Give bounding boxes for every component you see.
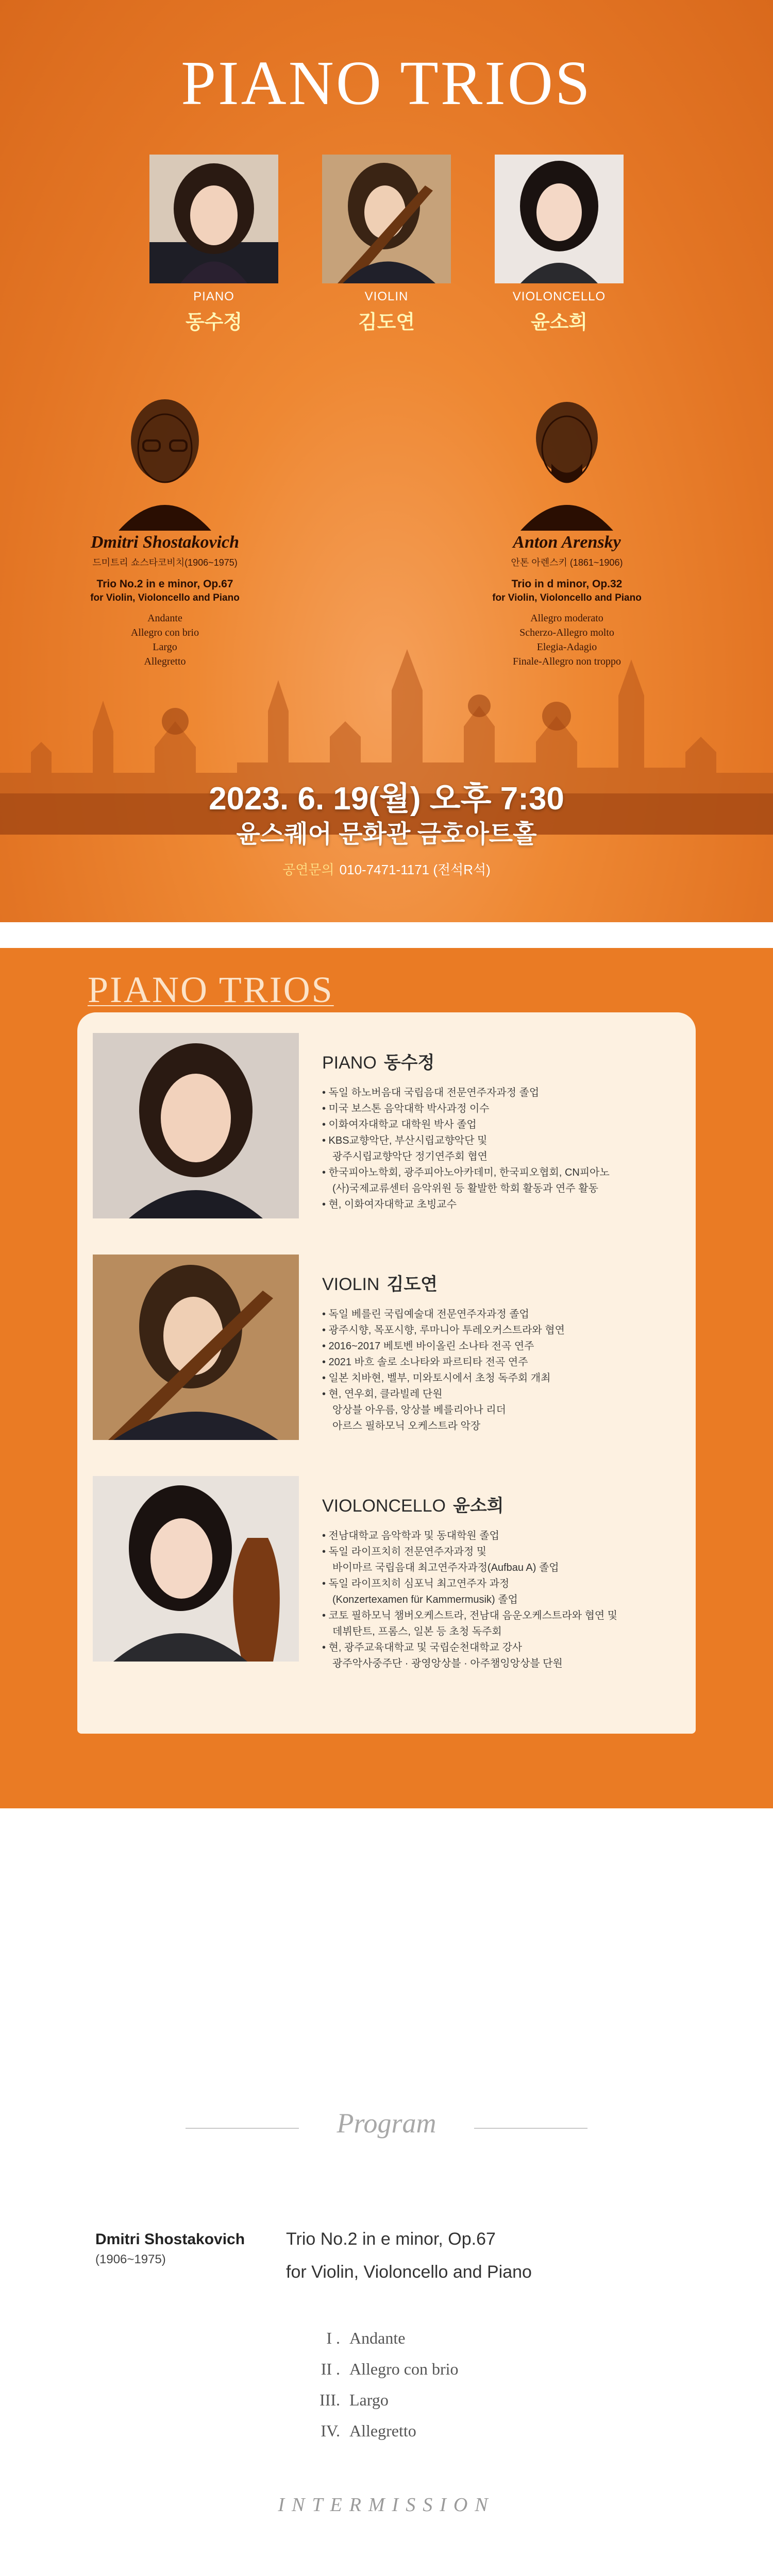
shostakovich-portrait bbox=[98, 392, 232, 531]
performer-profiles-section bbox=[0, 948, 773, 1808]
profile-name: 김도연 bbox=[386, 1275, 438, 1294]
performer-piano bbox=[149, 155, 278, 334]
bio-line: 아르스 필하모닉 오케스트라 악장 bbox=[332, 1420, 481, 1432]
profile-role: VIOLIN bbox=[322, 1275, 380, 1294]
performer-violin bbox=[322, 155, 451, 334]
cello-performer-photo bbox=[495, 155, 624, 283]
composer-work: Trio No.2 in e minor, Op.67 bbox=[96, 578, 233, 590]
profile-role: VIOLONCELLO bbox=[322, 1496, 446, 1516]
movement: Allegretto bbox=[144, 656, 186, 667]
profile-bio-list bbox=[322, 1085, 678, 1213]
bio-line: • 전남대학교 음악학과 및 동대학원 졸업 bbox=[322, 1530, 499, 1541]
bio-line: • 일본 치바현, 벨부, 미와토시에서 초청 독주회 개최 bbox=[322, 1372, 551, 1384]
composer-work: Trio in d minor, Op.32 bbox=[511, 578, 623, 590]
bio-line: • 현, 광주교육대학교 및 국립순천대학교 강사 bbox=[322, 1642, 523, 1653]
bio-line: • 독일 하노버음대 국립음대 전문연주자과정 졸업 bbox=[322, 1087, 540, 1098]
concert-contact bbox=[0, 859, 773, 878]
movement: Allegro con brio bbox=[130, 627, 199, 638]
profile-photo bbox=[93, 1033, 299, 1218]
profiles-title: PIANO TRIOS bbox=[88, 969, 334, 1010]
composer-signature: Anton Arensky bbox=[513, 533, 621, 552]
movement: Elegia-Adagio bbox=[536, 641, 597, 653]
program-movement: II . Allegro con brio bbox=[321, 2360, 459, 2378]
profile-heading bbox=[322, 1492, 678, 1517]
profile-heading bbox=[322, 1048, 678, 1074]
performer-name: 김도연 bbox=[358, 312, 415, 333]
profile-photo bbox=[93, 1476, 299, 1662]
movement: Largo bbox=[153, 641, 177, 653]
performer-name: 윤소희 bbox=[530, 312, 588, 333]
performer-cello bbox=[495, 155, 624, 334]
concert-venue: 윤스퀘어 문화관 금호아트홀 bbox=[236, 821, 537, 848]
bio-line: • 미국 보스톤 음악대학 박사과정 이수 bbox=[322, 1103, 490, 1114]
movement: Finale-Allegro non troppo bbox=[513, 656, 621, 667]
profile-body bbox=[322, 1492, 678, 1672]
bio-line: • 독일 베를린 국립예술대 전문연주자과정 졸업 bbox=[322, 1309, 529, 1320]
profile-name: 윤소희 bbox=[452, 1496, 504, 1516]
bio-line: • KBS교향악단, 부산시립교향악단 및 bbox=[322, 1135, 488, 1146]
contact-label: 공연문의 bbox=[282, 862, 334, 877]
movement: Andante bbox=[147, 613, 182, 624]
bio-line: • 현, 이화여자대학교 초빙교수 bbox=[322, 1199, 457, 1210]
profile-body bbox=[322, 1048, 678, 1213]
intermission-label: INTERMISSION bbox=[278, 2494, 495, 2516]
profile-heading bbox=[322, 1270, 678, 1295]
bio-line: • 한국피아노학회, 광주피아노아카데미, 한국피오협회, CN피아노 bbox=[322, 1167, 610, 1178]
program-piece-instrumentation: for Violin, Violoncello and Piano bbox=[286, 2262, 532, 2282]
movement: Allegro moderato bbox=[530, 613, 603, 624]
piano-performer-photo bbox=[149, 155, 278, 283]
program-movement-list bbox=[301, 2329, 459, 2452]
profiles-card bbox=[77, 1012, 696, 1734]
profile-bio-list bbox=[322, 1307, 678, 1434]
program-movement: III. Largo bbox=[320, 2391, 389, 2409]
bio-line: • 현, 연우회, 클라빌레 단원 bbox=[322, 1388, 443, 1400]
bio-line: • 독일 라이프치히 심포닉 최고연주자 과정 bbox=[322, 1578, 510, 1589]
program-movement: I . Andante bbox=[326, 2329, 406, 2347]
composer-instrumentation: for Violin, Violoncello and Piano bbox=[90, 592, 240, 603]
composer-instrumentation: for Violin, Violoncello and Piano bbox=[492, 592, 642, 603]
poster-title: PIANO TRIOS bbox=[181, 48, 592, 118]
performer-role: PIANO bbox=[193, 290, 234, 303]
performer-name: 동수정 bbox=[185, 312, 243, 333]
bio-line: • 이화여자대학교 대학원 박사 졸업 bbox=[322, 1119, 477, 1130]
program-composer-years: (1906~1975) bbox=[95, 2252, 166, 2266]
program-piece-title: Trio No.2 in e minor, Op.67 bbox=[286, 2229, 496, 2249]
performer-role: VIOLONCELLO bbox=[512, 290, 606, 303]
program-title: Program bbox=[337, 2108, 436, 2139]
composer-years: 안톤 아렌스키 (1861~1906) bbox=[511, 557, 623, 568]
program-composer: Dmitri Shostakovich bbox=[95, 2231, 245, 2248]
arensky-portrait bbox=[500, 392, 634, 531]
composer-years: 드미트리 쇼스타코비치(1906~1975) bbox=[92, 557, 238, 568]
bio-line: 앙상블 아우름, 앙상블 베를리아나 리더 bbox=[332, 1404, 506, 1416]
concert-date: 2023. 6. 19(월) 오후 7:30 bbox=[209, 781, 564, 817]
bio-line: 데뷔탄트, 프롬스, 일본 등 초청 독주회 bbox=[332, 1626, 502, 1637]
bio-line: • 2016~2017 베토벤 바이올린 소나타 전곡 연주 bbox=[322, 1341, 534, 1352]
movement: Scherzo-Allegro molto bbox=[519, 627, 614, 638]
profile-body bbox=[322, 1270, 678, 1434]
bio-line: 바이마르 국립음대 최고연주자과정(Aufbau A) 졸업 bbox=[332, 1562, 559, 1573]
composer-signature: Dmitri Shostakovich bbox=[90, 533, 240, 552]
concert-poster bbox=[0, 0, 773, 922]
profile-name: 동수정 bbox=[383, 1053, 435, 1073]
bio-line: • 광주시향, 목포시향, 루마니아 투레오커스트라와 협연 bbox=[322, 1325, 565, 1336]
bio-line: • 독일 라이프치히 전문연주자과정 및 bbox=[322, 1546, 487, 1557]
program-movement: IV. Allegretto bbox=[321, 2421, 416, 2440]
divider bbox=[474, 2128, 587, 2129]
profile-photo bbox=[93, 1255, 299, 1440]
bio-line: 광주시립교향악단 정기연주회 협연 bbox=[332, 1151, 488, 1162]
bio-line: 광주악사중주단 · 광영앙상블 · 아주챔잉앙상블 단원 bbox=[332, 1658, 563, 1669]
profile-role: PIANO bbox=[322, 1053, 377, 1073]
profile-bio-list bbox=[322, 1528, 678, 1672]
violin-performer-photo bbox=[322, 155, 451, 283]
bio-line: (사)국제교류센터 음악위원 등 활발한 학회 활동과 연주 활동 bbox=[332, 1183, 598, 1194]
bio-line: • 2021 바흐 솔로 소나타와 파르티타 전곡 연주 bbox=[322, 1357, 528, 1368]
bio-line: (Konzertexamen für Kammermusik) 졸업 bbox=[332, 1594, 518, 1605]
performer-role: VIOLIN bbox=[364, 290, 409, 303]
contact-number: 010-7471-1171 (전석R석) bbox=[339, 862, 491, 877]
bio-line: • 코토 필하모닉 챔버오케스트라, 전남대 음운오케스트라와 협연 및 bbox=[322, 1610, 618, 1621]
